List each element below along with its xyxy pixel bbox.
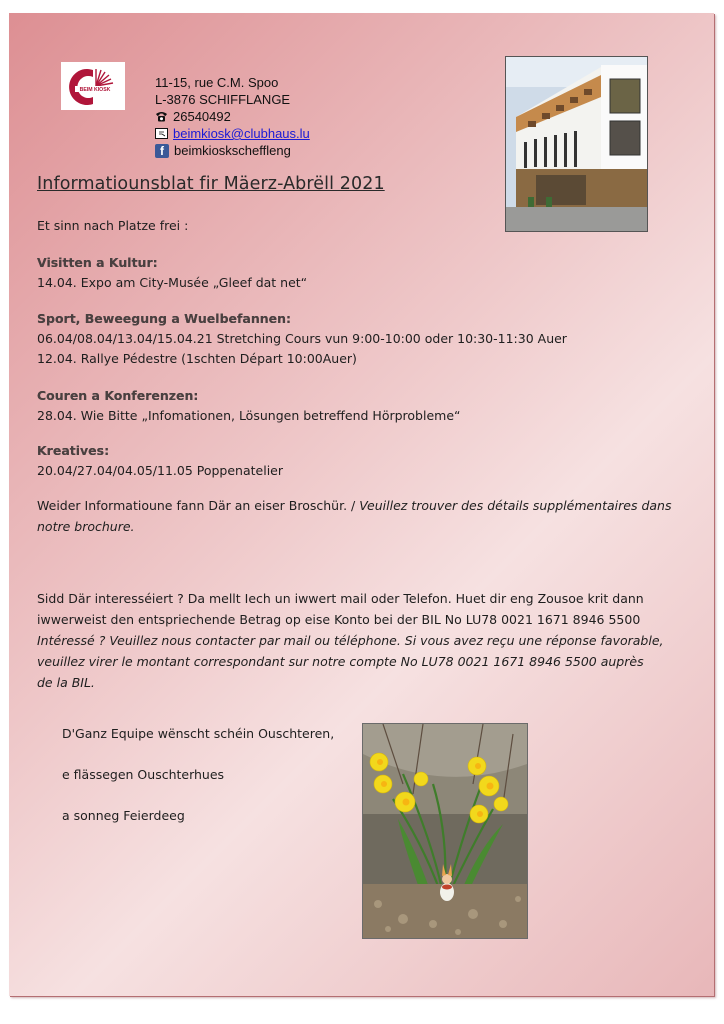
email-link[interactable]: beimkiosk@clubhaus.lu (173, 126, 310, 141)
phone-icon (155, 111, 168, 123)
address-line2: L-3876 SCHIFFLANGE (155, 92, 291, 107)
payment-lu-line1: Sidd Där interesséiert ? Da mellt Iech un iwwert mail oder Telefon. Huet dir eng Zousoe krit dann (37, 591, 644, 606)
section-heading: Kreatives: (37, 443, 110, 458)
flyer-page (9, 13, 714, 996)
payment-fr-line1: Intéressé ? Veuillez nous contacter par mail ou téléphone. Si vous avez reçu une réponse favorable, (37, 633, 664, 648)
email-row (155, 125, 310, 142)
info-lu: Weider Informatioune fann Där an eiser Broschür. / (37, 498, 356, 513)
contact-block (155, 74, 310, 159)
closing-line1: D'Ganz Equipe wënscht schéin Ouschteren, (62, 726, 335, 741)
phone-row (155, 108, 310, 125)
daffodil-photo (362, 723, 528, 939)
logo-text: BEIM KIOSK (79, 87, 111, 93)
payment-lu-line2: iwwerweist den entspriechende Betrag op eise Konto bei der BIL No LU78 0021 1671 8946 5500 (37, 612, 641, 627)
section-line: 14.04. Expo am City-Musée „Gleef dat net“ (37, 275, 308, 290)
section-line: 20.04/27.04/04.05/11.05 Poppenatelier (37, 463, 283, 478)
section-line: 12.04. Rallye Pédestre (1schten Départ 10:00Auer) (37, 351, 357, 366)
payment-fr-line2: veuillez virer le montant correspondant sur notre compte No LU78 0021 1671 8946 5500 auprès (37, 654, 644, 669)
info-fr: Veuillez trouver des détails supplémentaires dans notre brochure. (37, 498, 672, 534)
section-line: 28.04. Wie Bitte „Infomationen, Lösungen betreffend Hörprobleme“ (37, 408, 461, 423)
page-title: Informatiounsblat fir Mäerz-Abrëll 2021 (37, 174, 385, 194)
building-photo (505, 56, 648, 232)
section-sport (37, 309, 567, 369)
section-heading: Sport, Beweegung a Wuelbefannen: (37, 311, 292, 326)
payment-paragraph (37, 588, 664, 693)
section-courses (37, 386, 461, 426)
closing-line3: a sonneg Feierdeeg (62, 808, 185, 823)
payment-fr-line3: de la BIL. (37, 675, 95, 690)
facebook-icon: f (155, 144, 169, 158)
section-heading: Couren a Konferenzen: (37, 388, 199, 403)
section-creative (37, 441, 283, 481)
info-paragraph (37, 495, 707, 537)
intro-text: Et sinn nach Platze frei : (37, 218, 189, 233)
section-culture (37, 253, 307, 293)
facebook-handle: beimkioskscheffleng (174, 143, 291, 158)
facebook-row (155, 142, 310, 159)
closing-line2: e flässegen Ouschterhues (62, 767, 225, 782)
email-icon (155, 128, 168, 140)
section-heading: Visitten a Kultur: (37, 255, 158, 270)
section-line: 06.04/08.04/13.04/15.04.21 Stretching Cours vun 9:00-10:00 oder 10:30-11:30 Auer (37, 331, 567, 346)
phone-number: 26540492 (173, 109, 231, 124)
address-line1: 11-15, rue C.M. Spoo (155, 75, 279, 90)
kiosk-logo (61, 62, 125, 110)
